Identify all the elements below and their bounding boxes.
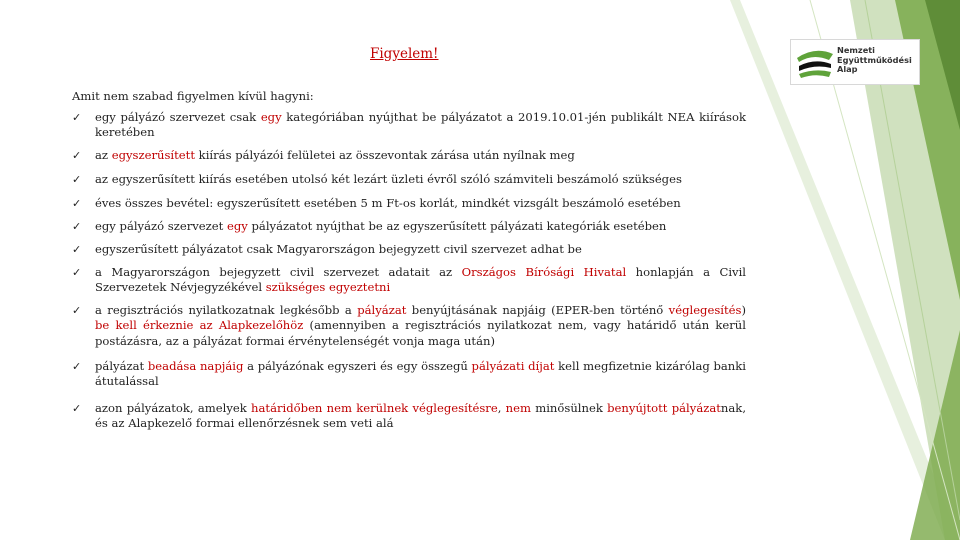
item-text: a pályázónak egyszeri és egy összegű xyxy=(243,359,472,373)
list-item xyxy=(72,242,746,257)
item-text: azon pályázatok, amelyek xyxy=(95,401,252,415)
logo-line-2: Együttműködési xyxy=(837,54,912,65)
item-text: a Magyarországon bejegyzett civil szervezet adatait az xyxy=(95,265,462,279)
highlight-text: egy xyxy=(260,110,282,124)
item-text: az xyxy=(95,148,112,162)
list-item xyxy=(72,148,746,163)
list-item xyxy=(72,401,746,432)
list-item xyxy=(72,219,746,234)
logo-nea xyxy=(790,39,920,85)
highlight-text: egyszerűsített xyxy=(111,148,195,162)
list-item xyxy=(72,359,746,390)
check-icon: ✓ xyxy=(72,220,82,233)
list-item xyxy=(72,196,746,211)
item-text: kell megfizetnie kizárólag banki átutalással xyxy=(95,359,747,389)
item-text: a regisztrációs nyilatkozatnak legkésőbb a xyxy=(95,303,358,317)
highlight-text: egy xyxy=(226,219,248,233)
logo-line-3: Alap xyxy=(837,64,858,74)
item-text: benyújtásának napjáig (EPER-ben történő xyxy=(406,303,669,317)
list-item xyxy=(72,172,746,187)
check-icon: ✓ xyxy=(72,243,82,256)
item-text: nak, és az Alapkezelő formai ellenőrzésnek sem veti alá xyxy=(95,401,747,431)
item-text: ) xyxy=(741,303,746,317)
highlight-text: be kell érkeznie az Alapkezelőhöz xyxy=(95,318,304,333)
check-icon: ✓ xyxy=(72,173,82,186)
check-icon: ✓ xyxy=(72,149,82,162)
page-title: Figyelem! xyxy=(370,46,439,62)
item-text: pályázatot nyújthat be az egyszerűsített pályázati kategóriák esetében xyxy=(247,219,667,233)
highlight-text: pályázat xyxy=(357,303,407,317)
highlight-text: szükséges egyeztetni xyxy=(265,280,391,295)
nea-logo-icon xyxy=(795,44,835,80)
item-text: egy pályázó szervezet xyxy=(95,219,227,233)
check-icon: ✓ xyxy=(72,360,82,373)
check-icon: ✓ xyxy=(72,402,82,415)
item-text: minősülnek xyxy=(530,401,608,415)
check-icon: ✓ xyxy=(72,304,82,317)
highlight-text: beadása napjáig xyxy=(147,359,244,373)
highlight-text: határidőben nem kerülnek véglegesítésre xyxy=(251,401,498,415)
logo-line-1: Nemzeti xyxy=(837,45,875,55)
item-text: , xyxy=(497,401,506,415)
list-item xyxy=(72,303,746,349)
item-text: egy pályázó szervezet csak xyxy=(95,110,261,124)
item-text: (amennyiben a regisztrációs nyilatkozat nem, vagy határidő után kerül postázásra, az a pályázat formai érvénytelenségét vonja maga után) xyxy=(95,318,746,348)
intro-text: Amit nem szabad figyelmen kívül hagyni: xyxy=(72,89,314,103)
check-icon: ✓ xyxy=(72,111,82,124)
highlight-text: pályázati díjat xyxy=(471,359,555,373)
item-text: kiírás pályázói felületei az összevontak zárása után nyílnak meg xyxy=(194,148,575,162)
item-text: az egyszerűsített kiírás esetében utolsó két lezárt üzleti évről szóló számviteli beszámoló szükséges xyxy=(95,172,682,186)
check-icon: ✓ xyxy=(72,197,82,210)
list-item xyxy=(72,110,746,141)
list-item xyxy=(72,265,746,296)
check-icon: ✓ xyxy=(72,266,82,279)
item-text: honlapján a Civil Szervezetek Névjegyzékével xyxy=(95,265,746,295)
item-text: éves összes bevétel: egyszerűsített esetében 5 m Ft-os korlát, mindkét vizsgált beszámoló esetében xyxy=(95,196,681,210)
highlight-text: Országos Bírósági Hivatal xyxy=(461,265,627,279)
highlight-text: nem xyxy=(505,401,531,415)
highlight-text: benyújtott pályázat xyxy=(607,401,721,415)
item-text: pályázat xyxy=(95,359,148,373)
highlight-text: véglegesítés xyxy=(668,303,742,317)
item-text: egyszerűsített pályázatot csak Magyarországon bejegyzett civil szervezet adhat be xyxy=(95,242,582,256)
logo-text xyxy=(837,46,912,75)
item-text: kategóriában nyújthat be pályázatot a 2019.10.01-jén publikált NEA kiírások keretében xyxy=(95,110,746,140)
